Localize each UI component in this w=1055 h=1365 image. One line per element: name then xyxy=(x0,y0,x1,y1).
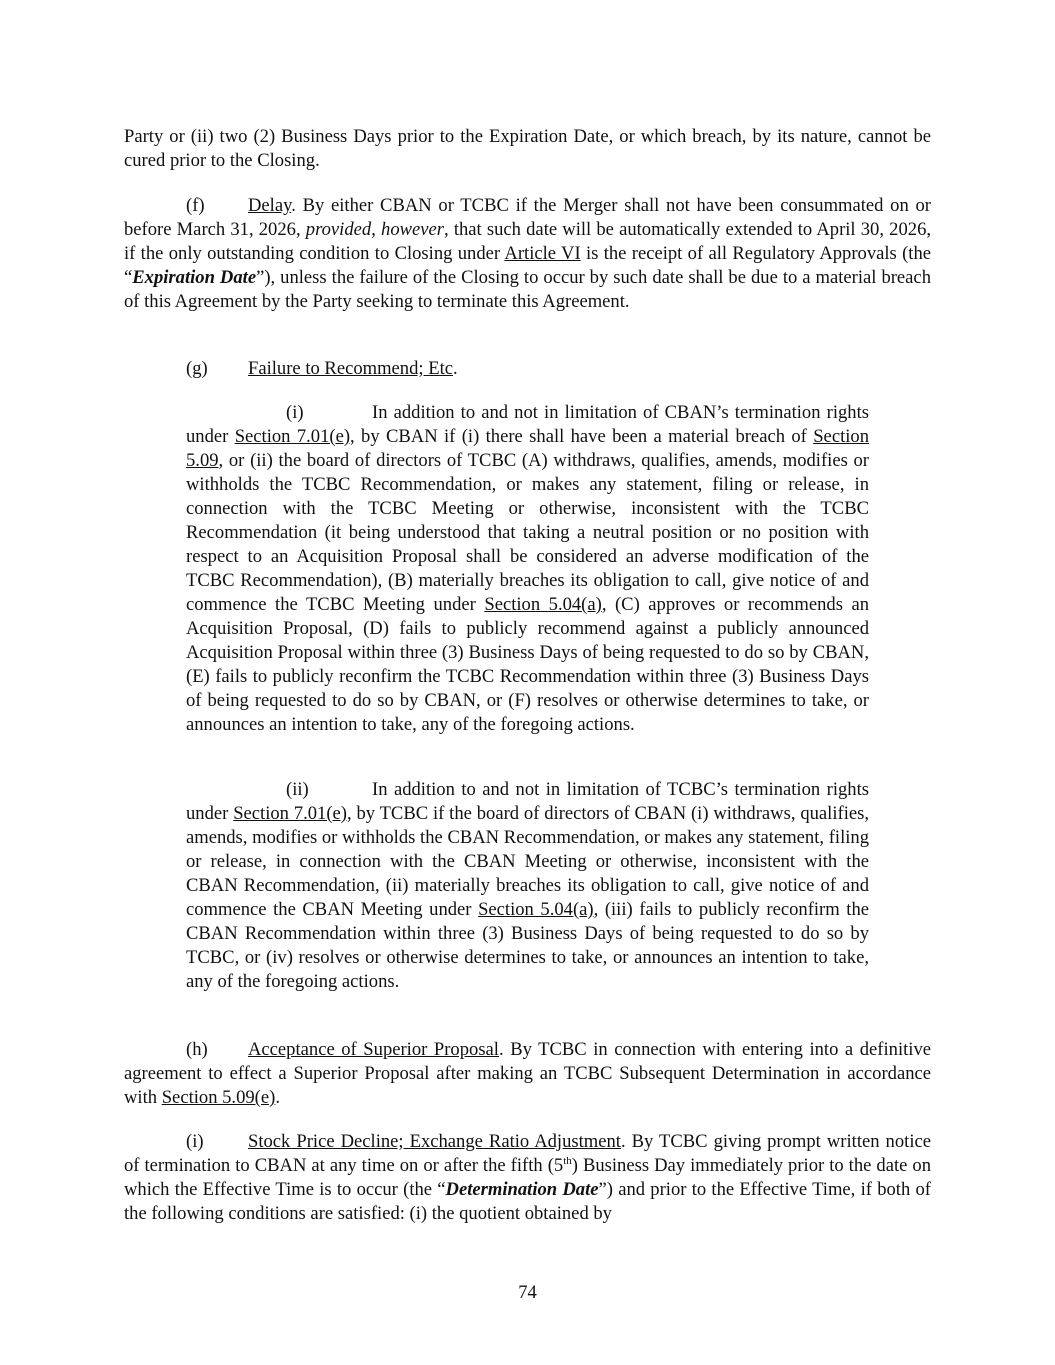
article-vi-reference: Article VI xyxy=(504,243,581,264)
section-g-item-i: (i) In addition to and not in limitation of CBAN’s termination rights under Section 7.01(e), by CBAN if (i) there shall have been a material breach of Section 5.09, or (ii) the board of directors of TCBC (A) withdraws, qualifies, amends, modifies or withholds the TCBC Recommendation, or makes any statement, filing or release, in connection with the TCBC Meeting or otherwise, inconsistent with the TCBC Recommendation (it being understood that taking a neutral position or no position with respect to an Acquisition Proposal shall be considered an adverse modification of the TCBC Recommendation), (B) materially breaches its obligation to call, give notice of and commence the TCBC Meeting under Section 5.04(a), (C) approves or recommends an Acquisition Proposal, (D) fails to publicly recommend against a publicly announced Acquisition Proposal within three (3) Business Days of being requested to do so by CBAN, (E) fails to publicly reconfirm the TCBC Recommendation within three (3) Business Days of being requested to do so by CBAN, or (F) resolves or otherwise determines to take, or announces an intention to take, any of the foregoing actions. xyxy=(186,402,869,735)
section-7-01e-reference: Section 7.01(e) xyxy=(234,426,351,447)
determination-date-term: Determination Date xyxy=(445,1179,599,1200)
expiration-date-term: Expiration Date xyxy=(132,267,257,288)
section-h-heading: Acceptance of Superior Proposal xyxy=(248,1039,499,1060)
section-g-item-ii: (ii) In addition to and not in limitation of TCBC’s termination rights under Section 7.01(e), by TCBC if the board of directors of CBAN (i) withdraws, qualifies, amends, modifies or withholds the CBAN Recommendation, or makes any statement, filing or release, in connection with the CBAN Meeting or otherwise, inconsistent with the CBAN Recommendation, (ii) materially breaches its obligation to call, give notice of and commence the CBAN Meeting under Section 5.04(a), (iii) fails to publicly reconfirm the CBAN Recommendation within three (3) Business Days of being requested to do so by TCBC, or (iv) resolves or otherwise determines to take, or announces an intention to take, any of the foregoing actions. xyxy=(186,779,870,992)
section-5-04a-reference: Section 5.04(a) xyxy=(484,594,602,615)
section-h-paragraph: (h) Acceptance of Superior Proposal. By TCBC in connection with entering into a definitive agreement to effect a Superior Proposal after making an TCBC Subsequent Determination in accordance with Section 5.09(e). xyxy=(124,1039,931,1108)
section-h-label: (h) xyxy=(186,1039,208,1060)
section-f-heading: Delay xyxy=(248,195,292,216)
section-g-heading-paragraph: (g) Failure to Recommend; Etc. xyxy=(186,358,458,379)
intro-paragraph: Party or (ii) two (2) Business Days prior to the Expiration Date, or which breach, by its nature, cannot be cured prior to the Closing. xyxy=(124,126,931,171)
section-5-09e-reference: Section 5.09(e) xyxy=(161,1087,276,1108)
section-i-label: (i) xyxy=(186,1131,204,1152)
section-7-01e-reference: Section 7.01(e) xyxy=(233,803,347,824)
section-g-label: (g) xyxy=(186,358,208,379)
section-g-heading: Failure to Recommend; Etc xyxy=(248,358,453,379)
ordinal-superscript: th xyxy=(563,1154,572,1167)
section-i-paragraph: (i) Stock Price Decline; Exchange Ratio Adjustment. By TCBC giving prompt written notice of termination to CBAN at any time on or after the fifth (5th) Business Day immediately prior to the date on which the Effective Time is to occur (the “Determination Date”) and prior to the Effective Time, if both of the following conditions are satisfied: (i) the quotient obtained by xyxy=(124,1131,931,1224)
section-f-label: (f) xyxy=(186,195,205,216)
item-ii-label: (ii) xyxy=(286,779,309,800)
section-i-heading: Stock Price Decline; Exchange Ratio Adjustment xyxy=(248,1131,621,1152)
item-i-label: (i) xyxy=(286,402,304,423)
page-number: 74 xyxy=(518,1282,537,1303)
section-f-paragraph: (f) Delay. By either CBAN or TCBC if the Merger shall not have been consummated on or before March 31, 2026, provided, however, that such date will be automatically extended to April 30, 2026, if the only outstanding condition to Closing under Article VI is the receipt of all Regulatory Approvals (the “Expiration Date”), unless the failure of the Closing to occur by such date shall be due to a material breach of this Agreement by the Party seeking to terminate this Agreement. xyxy=(124,195,932,312)
section-5-04a-reference: Section 5.04(a) xyxy=(478,899,594,920)
section-5-09-reference: Section 5.09 xyxy=(186,426,869,471)
